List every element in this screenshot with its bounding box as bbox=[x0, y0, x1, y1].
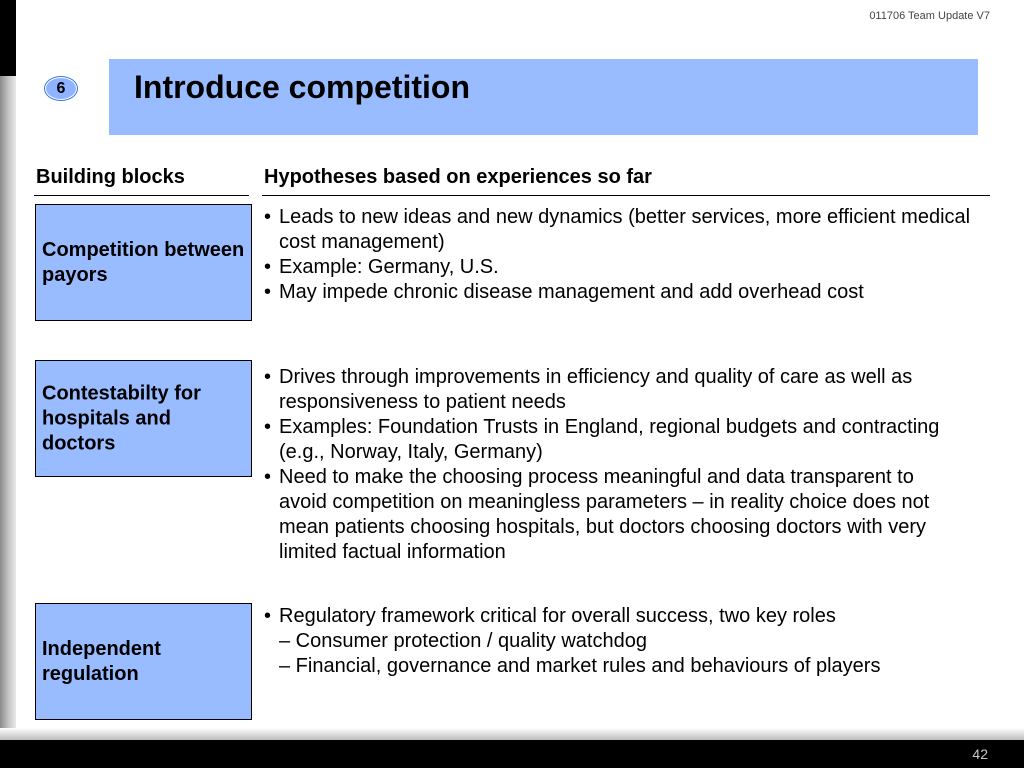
hypotheses-list-competition bbox=[264, 205, 989, 305]
building-block-contestability bbox=[35, 360, 252, 477]
title-band bbox=[109, 59, 978, 135]
column-heading-hypotheses: Hypotheses based on experiences so far bbox=[264, 166, 652, 188]
bullet-dot-icon: • bbox=[264, 466, 272, 488]
page-title: Introduce competition bbox=[134, 69, 470, 105]
bullet-text: Need to make the choosing process meaningful and data transparent to avoid competition on meaningless parameters – in reality choice does not mean patients choosing hospitals, but doctors choosing doctors with very limited factual information bbox=[279, 466, 930, 563]
sub-bullet-text: – Financial, governance and market rules and behaviours of players bbox=[279, 655, 881, 677]
page-number: 42 bbox=[972, 746, 988, 762]
bullet-text: Drives through improvements in efficiency and quality of care as well as responsiveness to patient needs bbox=[279, 366, 913, 413]
bullet-text: May impede chronic disease management and add overhead cost bbox=[279, 281, 864, 303]
frame-shade-bottom bbox=[0, 728, 1024, 740]
bullet-dot-icon: • bbox=[264, 366, 272, 388]
bullet-dot-icon: • bbox=[264, 281, 272, 303]
bullet-item bbox=[264, 280, 989, 305]
bullet-item bbox=[264, 255, 989, 280]
hypotheses-list-regulation bbox=[264, 604, 989, 679]
bullet-item bbox=[264, 465, 954, 565]
bullet-text: Example: Germany, U.S. bbox=[279, 256, 499, 278]
bullet-item bbox=[264, 205, 989, 255]
bullet-dot-icon: • bbox=[264, 206, 272, 228]
bullet-dot-icon: • bbox=[264, 256, 272, 278]
section-number-badge: 6 bbox=[45, 77, 77, 100]
bullet-text: Examples: Foundation Trusts in England, regional budgets and contracting (e.g., Norway, Italy, Germany) bbox=[279, 416, 940, 463]
heading-divider-left bbox=[34, 195, 249, 196]
column-heading-building-blocks: Building blocks bbox=[36, 166, 185, 188]
bullet-item bbox=[264, 365, 954, 415]
frame-bar-bottom bbox=[0, 740, 1024, 768]
building-block-label: Contestabilty for hospitals and doctors bbox=[42, 382, 201, 454]
sub-bullet-text: – Consumer protection / quality watchdog bbox=[279, 630, 647, 652]
bullet-item bbox=[264, 415, 954, 465]
building-block-label: Competition between payors bbox=[42, 238, 245, 286]
building-block-label: Independent regulation bbox=[42, 637, 161, 685]
bullet-item bbox=[264, 604, 989, 679]
building-block-competition bbox=[35, 204, 252, 321]
bullet-text: Leads to new ideas and new dynamics (better services, more efficient medical cost management) bbox=[279, 206, 971, 253]
bullet-dot-icon: • bbox=[264, 605, 272, 627]
frame-shade-left bbox=[0, 76, 16, 740]
bullet-text: Regulatory framework critical for overall success, two key roles bbox=[279, 605, 836, 627]
building-block-regulation bbox=[35, 603, 252, 720]
frame-bar-top-left bbox=[0, 0, 16, 76]
hypotheses-list-contestability bbox=[264, 365, 954, 565]
bullet-dot-icon: • bbox=[264, 416, 272, 438]
heading-divider-right bbox=[262, 195, 990, 196]
header-version-tag: 011706 Team Update V7 bbox=[869, 10, 990, 22]
